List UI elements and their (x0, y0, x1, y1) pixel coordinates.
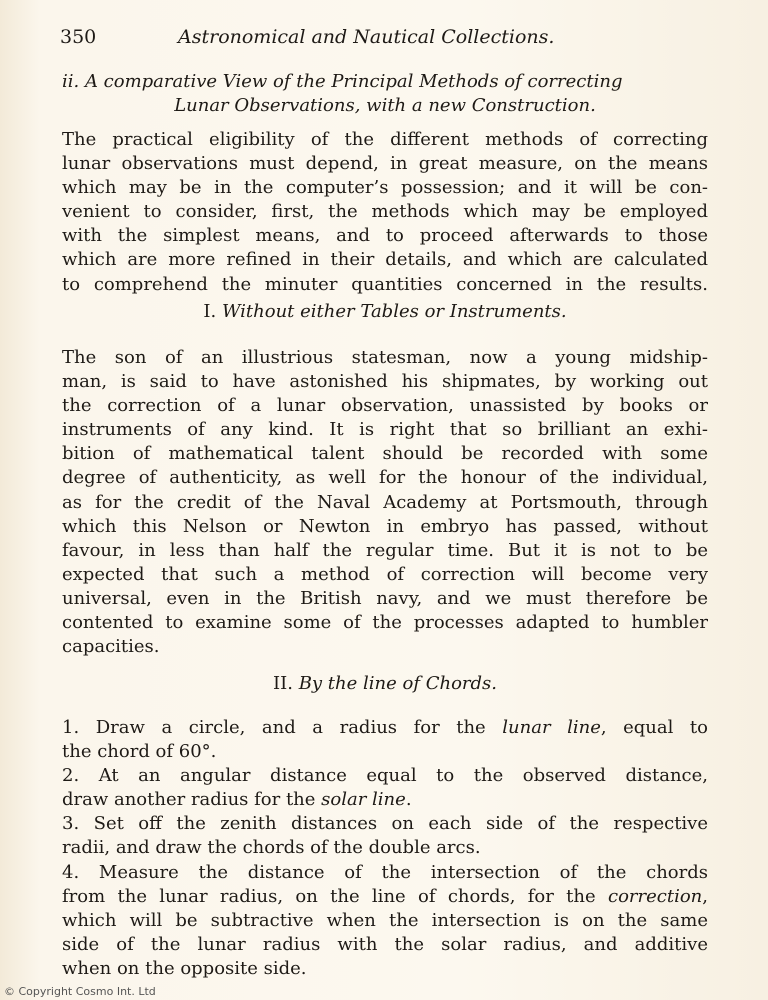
text-line: expected that such a method of correction will become very (62, 563, 708, 585)
page-header (60, 26, 708, 56)
running-head: Astronomical and Nautical Collections. (178, 26, 555, 48)
list-item: side of the lunar radius with the solar radius, and additive (62, 933, 708, 955)
list-item: 3. Set off the zenith distances on each side of the respective (62, 813, 708, 835)
intro-paragraph (62, 128, 708, 297)
text-line: as for the credit of the Naval Academy at Portsmouth, through (62, 491, 708, 513)
article-title-line-2: Lunar Observations, with a new Construction. (174, 95, 596, 116)
copyright-watermark: © Copyright Cosmo Int. Ltd (4, 985, 156, 998)
text-line: contented to examine some of the processes adapted to humbler (62, 612, 708, 634)
page-number: 350 (60, 26, 97, 48)
list-item: 2. At an angular distance equal to the observed distance, (62, 765, 708, 787)
section-1-paragraph (62, 346, 708, 659)
section-title: Without either Tables or Instruments. (221, 301, 567, 322)
text-line: universal, even in the British navy, and we must therefore be (62, 587, 708, 609)
text-line: favour, in less than half the regular time. But it is not to be (62, 539, 708, 561)
text-line: which this Nelson or Newton in embryo has passed, without (62, 515, 708, 537)
text-line: capacities. (62, 636, 160, 658)
list-item: draw another radius for the solar line. (62, 789, 412, 811)
article-title-line-1: ii. A comparative View of the Principal Methods of correcting (62, 71, 623, 92)
list-item: 1. Draw a circle, and a radius for the lunar line, equal to (62, 717, 708, 738)
section-numeral: II. (273, 673, 293, 694)
list-item: 4. Measure the distance of the intersection of the chords (62, 861, 708, 883)
text-line: bition of mathematical talent should be recorded with some (62, 443, 708, 465)
section-heading-2 (62, 673, 708, 694)
list-item: the chord of 60°. (62, 741, 217, 763)
text-line: The son of an illustrious statesman, now a young midship- (62, 347, 708, 368)
list-item: radii, and draw the chords of the double arcs. (62, 837, 481, 859)
article-title (62, 70, 708, 118)
text-line: with the simplest means, and to proceed afterwards to those (62, 225, 708, 247)
section-numeral: I. (203, 301, 217, 322)
text-line: the correction of a lunar observation, unassisted by books or (62, 395, 708, 417)
text-line: to comprehend the minuter quantities concerned in the results. (62, 273, 708, 295)
section-heading-1 (62, 301, 708, 322)
text-line: The practical eligibility of the different methods of correcting (62, 129, 708, 150)
list-item: when on the opposite side. (62, 957, 307, 979)
list-item: from the lunar radius, on the line of chords, for the correction, (62, 885, 708, 907)
text-line: degree of authenticity, as well for the honour of the individual, (62, 467, 708, 489)
text-line: man, is said to have astonished his shipmates, by working out (62, 371, 708, 393)
section-2-list (62, 716, 708, 981)
section-title: By the line of Chords. (298, 673, 497, 694)
text-line: which may be in the computer’s possession; and it will be con- (62, 177, 708, 199)
text-line: venient to consider, first, the methods which may be employed (62, 201, 708, 223)
list-item: which will be subtractive when the intersection is on the same (62, 909, 708, 931)
text-line: which are more refined in their details, and which are calculated (62, 249, 708, 271)
text-line: lunar observations must depend, in great measure, on the means (62, 153, 708, 175)
text-line: instruments of any kind. It is right that so brilliant an exhi- (62, 419, 708, 441)
